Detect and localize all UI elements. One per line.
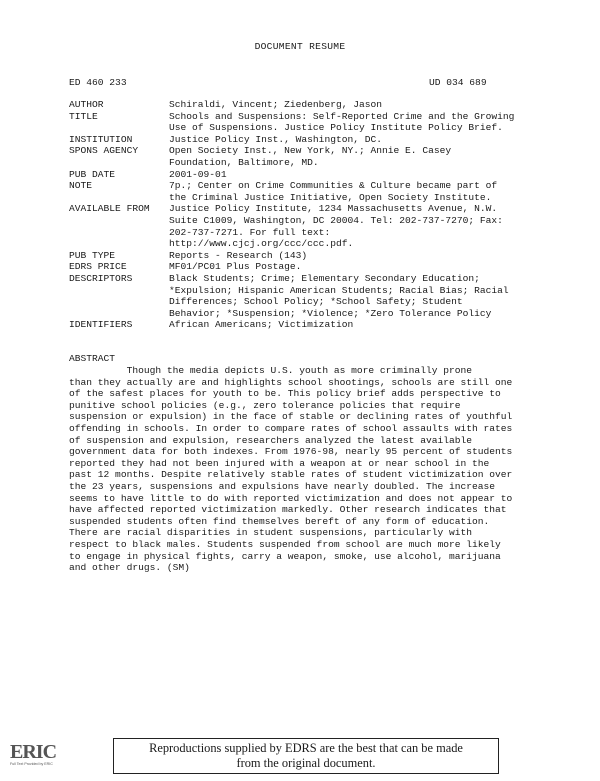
reproduction-notice-line2: from the original document. (236, 756, 376, 770)
abstract-line: respect to black males. Students suspended from school are much more likely (69, 538, 501, 550)
abstract-line: suspended students often find themselves bereft of any form of education. (69, 515, 490, 527)
field-value-line: Behavior; *Suspension; *Violence; *Zero Tolerance Policy (169, 307, 492, 319)
field-value-line: http://www.cjcj.org/ccc/ccc.pdf. (169, 238, 354, 250)
field-label: EDRS PRICE (69, 261, 127, 273)
field-value-line: Use of Suspensions. Justice Policy Institute Policy Brief. (169, 122, 503, 134)
abstract-line: punitive school policies (e.g., zero tolerance policies that require (69, 399, 461, 411)
field-label: IDENTIFIERS (69, 319, 133, 331)
ud-clearinghouse-number: UD 034 689 (429, 77, 487, 88)
field-value-line: Black Students; Crime; Elementary Secondary Education; (169, 272, 480, 284)
abstract-line: of suspension and expulsion, researchers analyzed the latest available (69, 434, 473, 446)
abstract-text (69, 365, 539, 574)
field-value-line: Foundation, Baltimore, MD. (169, 156, 319, 168)
field-value (169, 169, 539, 181)
field-value (169, 145, 539, 168)
abstract-line: reported they had not been injured with a weapon at or near school in the (69, 457, 490, 469)
reproduction-notice-line1: Reproductions supplied by EDRS are the best that can be made (149, 741, 463, 755)
abstract-line: past 12 months. Despite relatively stable rates of student victimization over (69, 469, 513, 481)
field-value (169, 99, 539, 111)
field-label: SPONS AGENCY (69, 145, 139, 157)
abstract-line: the 23 years, suspensions and expulsions have nearly doubled. The increase (69, 480, 496, 492)
field-value (169, 261, 539, 273)
abstract-line: than they actually are and highlights school shootings, schools are still one (69, 376, 513, 388)
field-value-line: the Criminal Justice Initiative, Open Society Institute. (169, 191, 492, 203)
field-value-line: Suite C1009, Washington, DC 20004. Tel: 202-737-7270; Fax: (169, 214, 503, 226)
field-row (69, 145, 539, 168)
field-value (169, 134, 539, 146)
abstract-line: seems to have little to do with reported victimization and does not appear to (69, 492, 513, 504)
abstract-line: of the safest places for youth to be. This policy brief adds perspective to (69, 388, 501, 400)
field-row (69, 203, 539, 249)
abstract-line: government data for both indexes. From 1976-98, nearly 95 percent of students (69, 446, 513, 458)
field-value-line: African Americans; Victimization (169, 319, 354, 331)
field-value (169, 203, 539, 249)
field-value (169, 273, 539, 319)
field-value-line: Differences; School Policy; *School Safety; Student (169, 296, 463, 308)
field-row (69, 273, 539, 319)
field-value-line: Reports - Research (143) (169, 249, 308, 261)
field-label: NOTE (69, 180, 93, 192)
field-label: AUTHOR (69, 99, 104, 110)
abstract-line: to engage in physical fights, carry a weapon, smoke, use alcohol, marijuana (69, 550, 501, 562)
field-value-line: Justice Policy Inst., Washington, DC. (169, 133, 383, 145)
abstract-line: have affected reported victimization markedly. Other research indicates that (69, 504, 507, 516)
field-value-line: 2001-09-01 (169, 168, 227, 180)
field-value (169, 111, 539, 134)
abstract-label: ABSTRACT (69, 353, 116, 364)
abstract-line: suspension or expulsion) in the face of stable or declining rates of youthful (69, 411, 513, 423)
field-row (69, 111, 539, 134)
abstract-line: and other drugs. (SM) (69, 562, 190, 574)
eric-logo (10, 741, 57, 772)
field-value (169, 319, 539, 331)
abstract-line: There are racial disparities in student suspensions, particularly with (69, 527, 473, 539)
field-row (69, 180, 539, 203)
field-label: PUB TYPE (69, 249, 116, 261)
field-value-line: Schools and Suspensions: Self-Reported Crime and the Growing (169, 110, 515, 122)
abstract-line: offending in schools. In order to compare rates of school assaults with rates (69, 422, 513, 434)
eric-logo-subtext: Full Text Provided by ERIC (10, 762, 53, 766)
field-value (169, 180, 539, 203)
field-label: AVAILABLE FROM (69, 203, 150, 215)
eric-logo-mark: ERIC (10, 741, 57, 763)
field-row (69, 250, 539, 262)
field-value-line: Open Society Inst., New York, NY.; Annie E. Casey (169, 145, 452, 157)
field-row (69, 319, 539, 331)
field-value (169, 250, 539, 262)
field-label: PUB DATE (69, 168, 116, 180)
reproduction-notice (113, 738, 499, 774)
field-row (69, 169, 539, 181)
field-row (69, 99, 539, 111)
field-value-line: 7p.; Center on Crime Communities & Culture became part of (169, 180, 498, 192)
field-label: TITLE (69, 110, 98, 122)
bibliographic-fields (69, 99, 539, 331)
field-row (69, 134, 539, 146)
document-heading: DOCUMENT RESUME (254, 41, 346, 52)
field-value-line: Justice Policy Institute, 1234 Massachusetts Avenue, N.W. (169, 203, 498, 215)
field-value-line: Schiraldi, Vincent; Ziedenberg, Jason (169, 99, 383, 110)
field-value-line: MF01/PC01 Plus Postage. (169, 261, 302, 273)
ed-accession-number: ED 460 233 (69, 77, 127, 88)
field-label: INSTITUTION (69, 133, 133, 145)
field-label: DESCRIPTORS (69, 272, 133, 284)
field-value-line: 202-737-7271. For full text: (169, 226, 331, 238)
abstract-line: Though the media depicts U.S. youth as more criminally prone (69, 365, 473, 376)
field-value-line: *Expulsion; Hispanic American Students; Racial Bias; Racial (169, 284, 509, 296)
field-row (69, 261, 539, 273)
